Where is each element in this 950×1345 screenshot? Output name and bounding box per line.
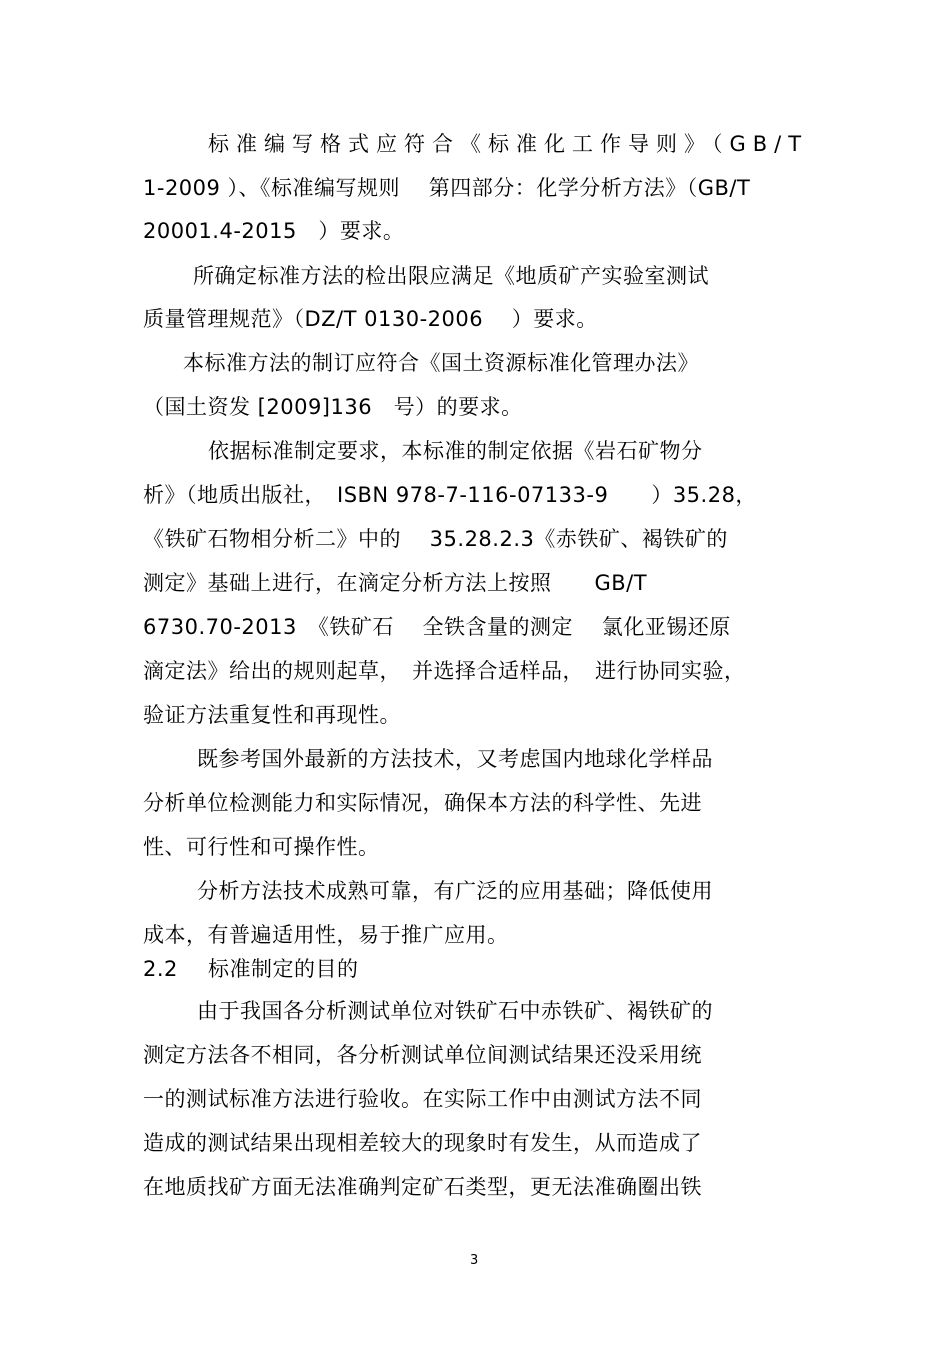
text-line: 成本，有普遍适用性，易于推广应用。 [143, 923, 509, 947]
text-line: 20001.4-2015 ）要求。 [143, 219, 405, 243]
text-line: 测定》基础上进行，在滴定分析方法上按照 GB/T [143, 571, 648, 595]
text-line: 分析方法技术成熟可靠，有广泛的应用基础；降低使用 [197, 879, 713, 903]
text-line: 验证方法重复性和再现性。 [143, 703, 401, 727]
text-line: 测定方法各不相同，各分析测试单位间测试结果还没采用统 [143, 1043, 702, 1067]
text-line: 所确定标准方法的检出限应满足《地质矿产实验室测试 [193, 264, 709, 288]
page-number: 3 [470, 1253, 479, 1268]
section-title: 标准制定的目的 [208, 957, 359, 981]
text-line: 性、可行性和可操作性。 [143, 835, 380, 859]
text-line: 滴定法》给出的规则起草， 并选择合适样品， 进行协同实验， [143, 659, 746, 683]
text-line: 由于我国各分析测试单位对铁矿石中赤铁矿、褐铁矿的 [197, 999, 713, 1023]
text-line: 造成的测试结果出现相差较大的现象时有发生，从而造成了 [143, 1131, 702, 1155]
text-line: 1-2009 ）、《标准编写规则 第四部分：化学分析方法》（GB/T [143, 176, 751, 200]
text-line: 标准编写格式应符合《标准化工作导则》（GB/T [208, 132, 809, 156]
text-line: 既参考国外最新的方法技术，又考虑国内地球化学样品 [197, 747, 713, 771]
section-number: 2.2 [143, 957, 178, 981]
text-line: 在地质找矿方面无法准确判定矿石类型，更无法准确圈出铁 [143, 1175, 702, 1199]
text-line: 质量管理规范》（DZ/T 0130-2006 ）要求。 [143, 307, 598, 331]
text-line: （国土资发 [2009]136 号）的要求。 [143, 395, 523, 419]
text-line: 本标准方法的制订应符合《国土资源标准化管理办法》 [183, 351, 699, 375]
text-line: 一的测试标准方法进行验收。在实际工作中由测试方法不同 [143, 1087, 702, 1111]
text-line: 依据标准制定要求，本标准的制定依据《岩石矿物分 [208, 439, 703, 463]
text-line: 分析单位检测能力和实际情况，确保本方法的科学性、先进 [143, 791, 702, 815]
text-line: 《铁矿石物相分析二》中的 35.28.2.3《赤铁矿、褐铁矿的 [143, 527, 728, 551]
text-line: 6730.70-2013 《铁矿石 全铁含量的测定 氯化亚锡还原 [143, 615, 731, 639]
text-line: 析》（地质出版社， ISBN 978-7-116-07133-9 ）35.28， [143, 483, 757, 507]
